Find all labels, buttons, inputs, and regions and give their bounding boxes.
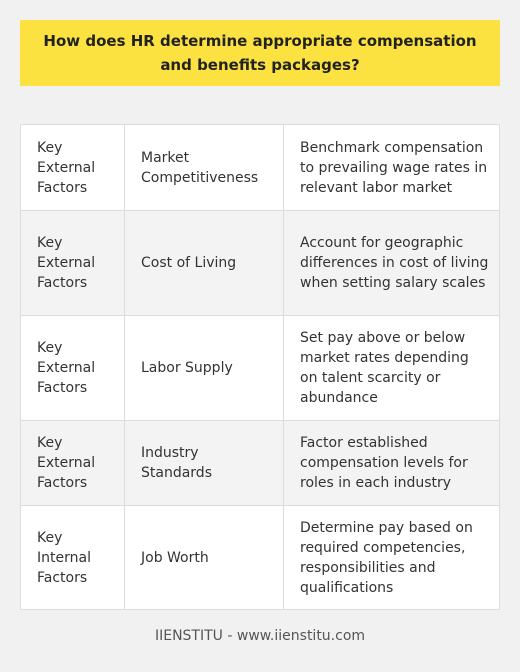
factor-cell: Labor Supply [124, 316, 283, 420]
footer-credit: IIENSTITU - www.iienstitu.com [154, 628, 366, 644]
factor-cell: Industry Standards [124, 421, 283, 505]
factor-cell: Market Competitiveness [124, 125, 283, 210]
table-row [21, 125, 499, 210]
description-cell: Benchmark compensation to prevailing wage rates in relevant labor market [283, 125, 499, 210]
category-cell: Key External Factors [37, 340, 96, 396]
description-cell: Account for geographic differences in cost of living when setting salary scales [283, 211, 499, 315]
category-cell: Key External Factors [37, 435, 96, 491]
description-cell: Factor established compensation levels for roles in each industry [283, 421, 499, 505]
category-cell: Key Internal Factors [37, 529, 91, 586]
table-row [21, 420, 499, 505]
category-cell: Key External Factors [37, 139, 96, 196]
table-row [21, 315, 499, 420]
compensation-factors-table [20, 124, 500, 610]
description-cell: Set pay above or below market rates depending on talent scarcity or abundance [283, 316, 499, 420]
title-banner [20, 20, 500, 86]
factor-cell: Cost of Living [124, 211, 283, 315]
category-cell: Key External Factors [37, 235, 96, 291]
table-row [21, 505, 499, 609]
page-title: How does HR determine appropriate compensation and benefits packages? [43, 32, 477, 74]
description-cell: Determine pay based on required competencies, responsibilities and qualifications [283, 506, 499, 609]
table-row [21, 210, 499, 315]
factor-cell: Job Worth [124, 506, 283, 609]
